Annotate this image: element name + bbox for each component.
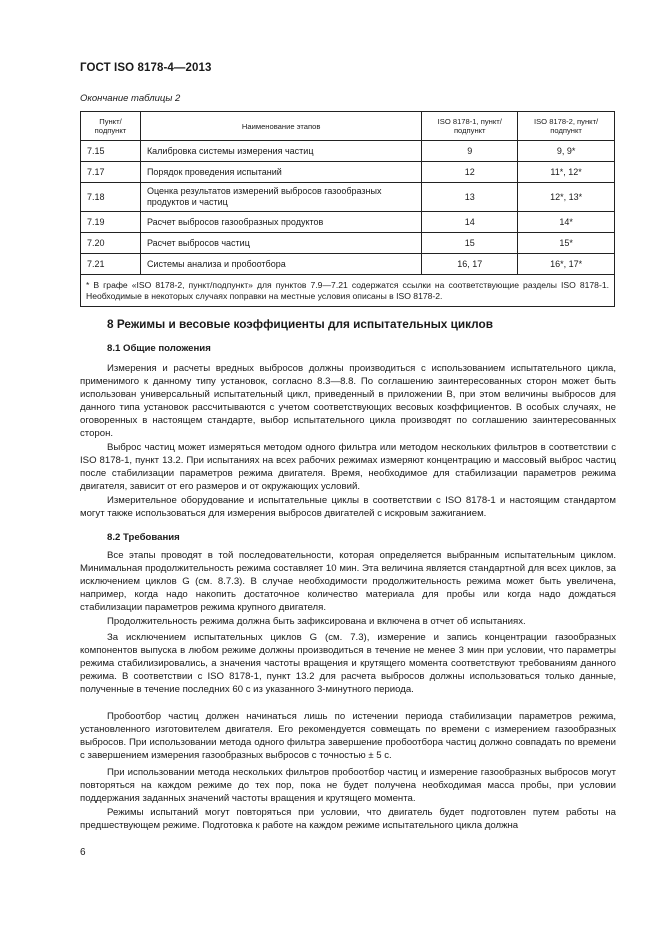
cell-iso1: 16, 17 (422, 254, 518, 275)
table-row (81, 183, 615, 212)
cell-stage: Оценка результатов измерений выбросов газообразных продуктов и частиц (140, 183, 421, 212)
section-title: 8 Режимы и весовые коэффициенты для испытательных циклов (107, 317, 493, 331)
paragraph: Режимы испытаний могут повторяться при условии, что двигатель будет подготовлен путем работы на предшествующем режиме. Подготовка к работе на каждом режиме испытательного цикла должна (80, 807, 616, 832)
table-header-row (81, 112, 615, 141)
table-caption: Окончание таблицы 2 (80, 93, 181, 104)
cell-iso2: 16*, 17* (518, 254, 615, 275)
header-iso-8178-2: ISO 8178-2, пункт/подпункт (518, 112, 615, 141)
table-row (81, 212, 615, 233)
paragraph: Продолжительность режима должна быть зафиксирована и включена в отчет об испытаниях. (107, 616, 526, 627)
header-iso-8178-1: ISO 8178-1, пункт/подпункт (422, 112, 518, 141)
cell-iso1: 15 (422, 233, 518, 254)
cell-stage: Калибровка системы измерения частиц (140, 141, 421, 162)
cell-iso2: 12*, 13* (518, 183, 615, 212)
cell-iso2: 15* (518, 233, 615, 254)
paragraph: Пробоотбор частиц должен начинаться лишь по истечении периода стабилизации параметров режима, установленного изготовителем двигателя. Его рекомендуется совмещать по времени с измерением газообразных выбросов. При использовании метода одного фильтра завершение пробоотбора частиц должно совпадать по времени с завершением измерения газообразных выбросов с точностью ± 5 с. (80, 711, 616, 762)
paragraph: Все этапы проводят в той последовательности, которая определяется выбранным испытательным циклом. Минимальная продолжительность режима составляет 10 мин. Эта величина является стандартной для всех циклов, за исключением циклов G (см. 8.7.3). В случае необходимости продолжительность режима может быть увеличена, например, когда надо накопить достаточное количество материала для пробы или когда надо дождаться стабилизации параметров режима крупного двигателя. (80, 550, 616, 614)
cell-iso2: 14* (518, 212, 615, 233)
cell-clause: 7.17 (81, 162, 141, 183)
table-row (81, 233, 615, 254)
cell-clause: 7.19 (81, 212, 141, 233)
cell-clause: 7.18 (81, 183, 141, 212)
paragraph: Измерения и расчеты вредных выбросов должны производиться с использованием испытательного цикла, применимого к данному типу установок, согласно 8.3—8.8. По соглашению заинтересованных сторон может быть использован универсальный испытательный цикл, приведенный в приложении В, при этом величины выбросов для данного типа установок рассчитываются с учетом соответствующих весовых коэффициентов. В особых случаях, не оговоренных в настоящем стандарте, выбор испытательного цикла производят по соглашению заинтересованных сторон. (80, 363, 616, 440)
cell-iso1: 14 (422, 212, 518, 233)
cell-stage: Порядок проведения испытаний (140, 162, 421, 183)
header-clause: Пункт/ подпункт (81, 112, 141, 141)
paragraph: При использовании метода нескольких фильтров пробоотбор частиц и измерение газообразных выбросов могут повторяться на каждом режиме до тех пор, пока не будет получена необходимая масса пробы, при условии поддержания заданных значений частоты вращения и крутящего момента. (80, 767, 616, 805)
cell-stage: Системы анализа и пробоотбора (140, 254, 421, 275)
cell-clause: 7.20 (81, 233, 141, 254)
page-number: 6 (80, 847, 86, 858)
table-row (81, 254, 615, 275)
reference-table (80, 111, 615, 307)
cell-stage: Расчет выбросов частиц (140, 233, 421, 254)
table-row (81, 141, 615, 162)
subsection-title-requirements: 8.2 Требования (107, 532, 180, 543)
cell-iso1: 13 (422, 183, 518, 212)
subsection-title-general: 8.1 Общие положения (107, 343, 211, 354)
cell-stage: Расчет выбросов газообразных продуктов (140, 212, 421, 233)
paragraph: Измерительное оборудование и испытательные циклы в соответствии с ISO 8178-1 и настоящим стандартом могут также использоваться для измерения выбросов двигателей с искровым зажиганием. (80, 495, 616, 520)
table-footnote: * В графе «ISO 8178-2, пункт/подпункт» для пунктов 7.9—7.21 содержатся ссылки на соответствующие разделы ISO 8178-1. Необходимые в некоторых случаях поправки на местные условия описаны в ISO 8178-2. (81, 275, 615, 307)
paragraph: Выброс частиц может измеряться методом одного фильтра или методом нескольких фильтров в соответствии с ISO 8178-1, пункт 13.2. При испытаниях на всех рабочих режимах измеряют концентрацию и массовый выброс частиц после стабилизации параметров режима двигателя. Время, необходимое для стабилизации параметров режима двигателя, зависит от его размеров и от окружающих условий. (80, 442, 616, 493)
cell-iso1: 12 (422, 162, 518, 183)
cell-iso1: 9 (422, 141, 518, 162)
page-header: ГОСТ ISO 8178-4—2013 (80, 62, 212, 74)
cell-iso2: 9, 9* (518, 141, 615, 162)
table-footnote-row (81, 275, 615, 307)
cell-iso2: 11*, 12* (518, 162, 615, 183)
cell-clause: 7.15 (81, 141, 141, 162)
paragraph: За исключением испытательных циклов G (см. 7.3), измерение и запись концентрации газообразных компонентов выпуска в любом режиме должны производиться в течение не менее 3 мин при условии, что параметры режима стабилизировались, а значения частоты вращения и крутящего момента соответствуют требованиям данного режима. В соответствии с ISO 8178-1, пункт 13.2 для расчета выбросов должны использоваться только данные, полученные в течение последних 60 с из указанного 3-минутного периода. (80, 632, 616, 696)
cell-clause: 7.21 (81, 254, 141, 275)
header-stage-name: Наименование этапов (140, 112, 421, 141)
table-row (81, 162, 615, 183)
